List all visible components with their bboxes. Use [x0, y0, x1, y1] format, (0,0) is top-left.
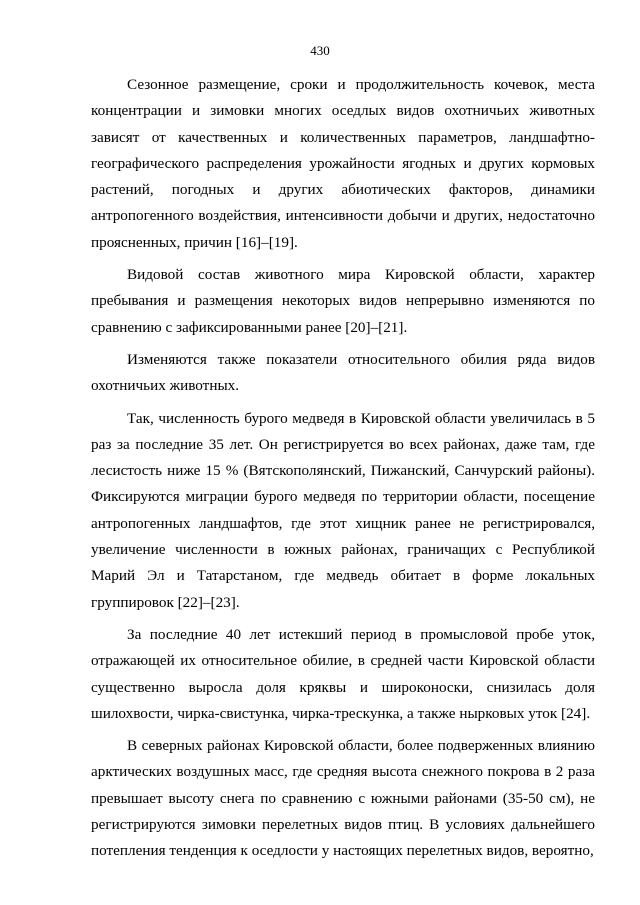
paragraph-ducks: За последние 40 лет истекший период в промысловой пробе уток, отражающей их относительное обилие, в средней части Кировской области существенно выросла доля кряквы и широконоски, снизилась доля шилохвости, чирка-свистунка, чирка-трескунка, а также нырковых уток [24].	[91, 625, 595, 722]
paragraph-seasonal-placement: Сезонное размещение, сроки и продолжительность кочевок, места концентрации и зимовки многих оседлых видов охотничьих животных зависят от качественных и количественных параметров, ландшафтно-географического распределения урожайности ягодных и других кормовых растений, погодных и других абиотических факторов, динамики антропогенного воздействия, интенсивности добычи и других, недостаточно проясненных, причин [16]–[19].	[91, 76, 595, 251]
page-number: 430	[310, 43, 330, 58]
paragraph-brown-bear: Так, численность бурого медведя в Кировской области увеличилась в 5 раз за последние 35 лет. Он регистрируется во всех районах, даже там, где лесистость ниже 15 % (Вятскополянский, Пижанский, Санчурский районы). Фиксируются миграции бурого медведя по территории области, посещение антропогенных ландшафтов, где этот хищник ранее не регистрировался, увеличение численности в южных районах, граничащих с Республикой Марий Эл и Татарстаном, где медведь обитает в форме локальных группировок [22]–[23].	[91, 409, 595, 611]
paragraph-species-composition: Видовой состав животного мира Кировской области, характер пребывания и размещения некоторых видов непрерывно изменяются по сравнению с зафиксированными ранее [20]–[21].	[91, 266, 595, 336]
text-body	[91, 72, 595, 871]
paragraph-abundance-indicators: Изменяются также показатели относительного обилия ряда видов охотничьих животных.	[91, 350, 595, 395]
paragraph-northern-districts: В северных районах Кировской области, более подверженных влиянию арктических воздушных масс, где средняя высота снежного покрова в 2 раза превышает высоту снега по сравнению с южными районами (35-50 см), не регистрируются зимовки перелетных видов птиц. В условиях дальнейшего потепления тенденция к оседлости у настоящих перелетных видов, вероятно,	[91, 737, 595, 860]
